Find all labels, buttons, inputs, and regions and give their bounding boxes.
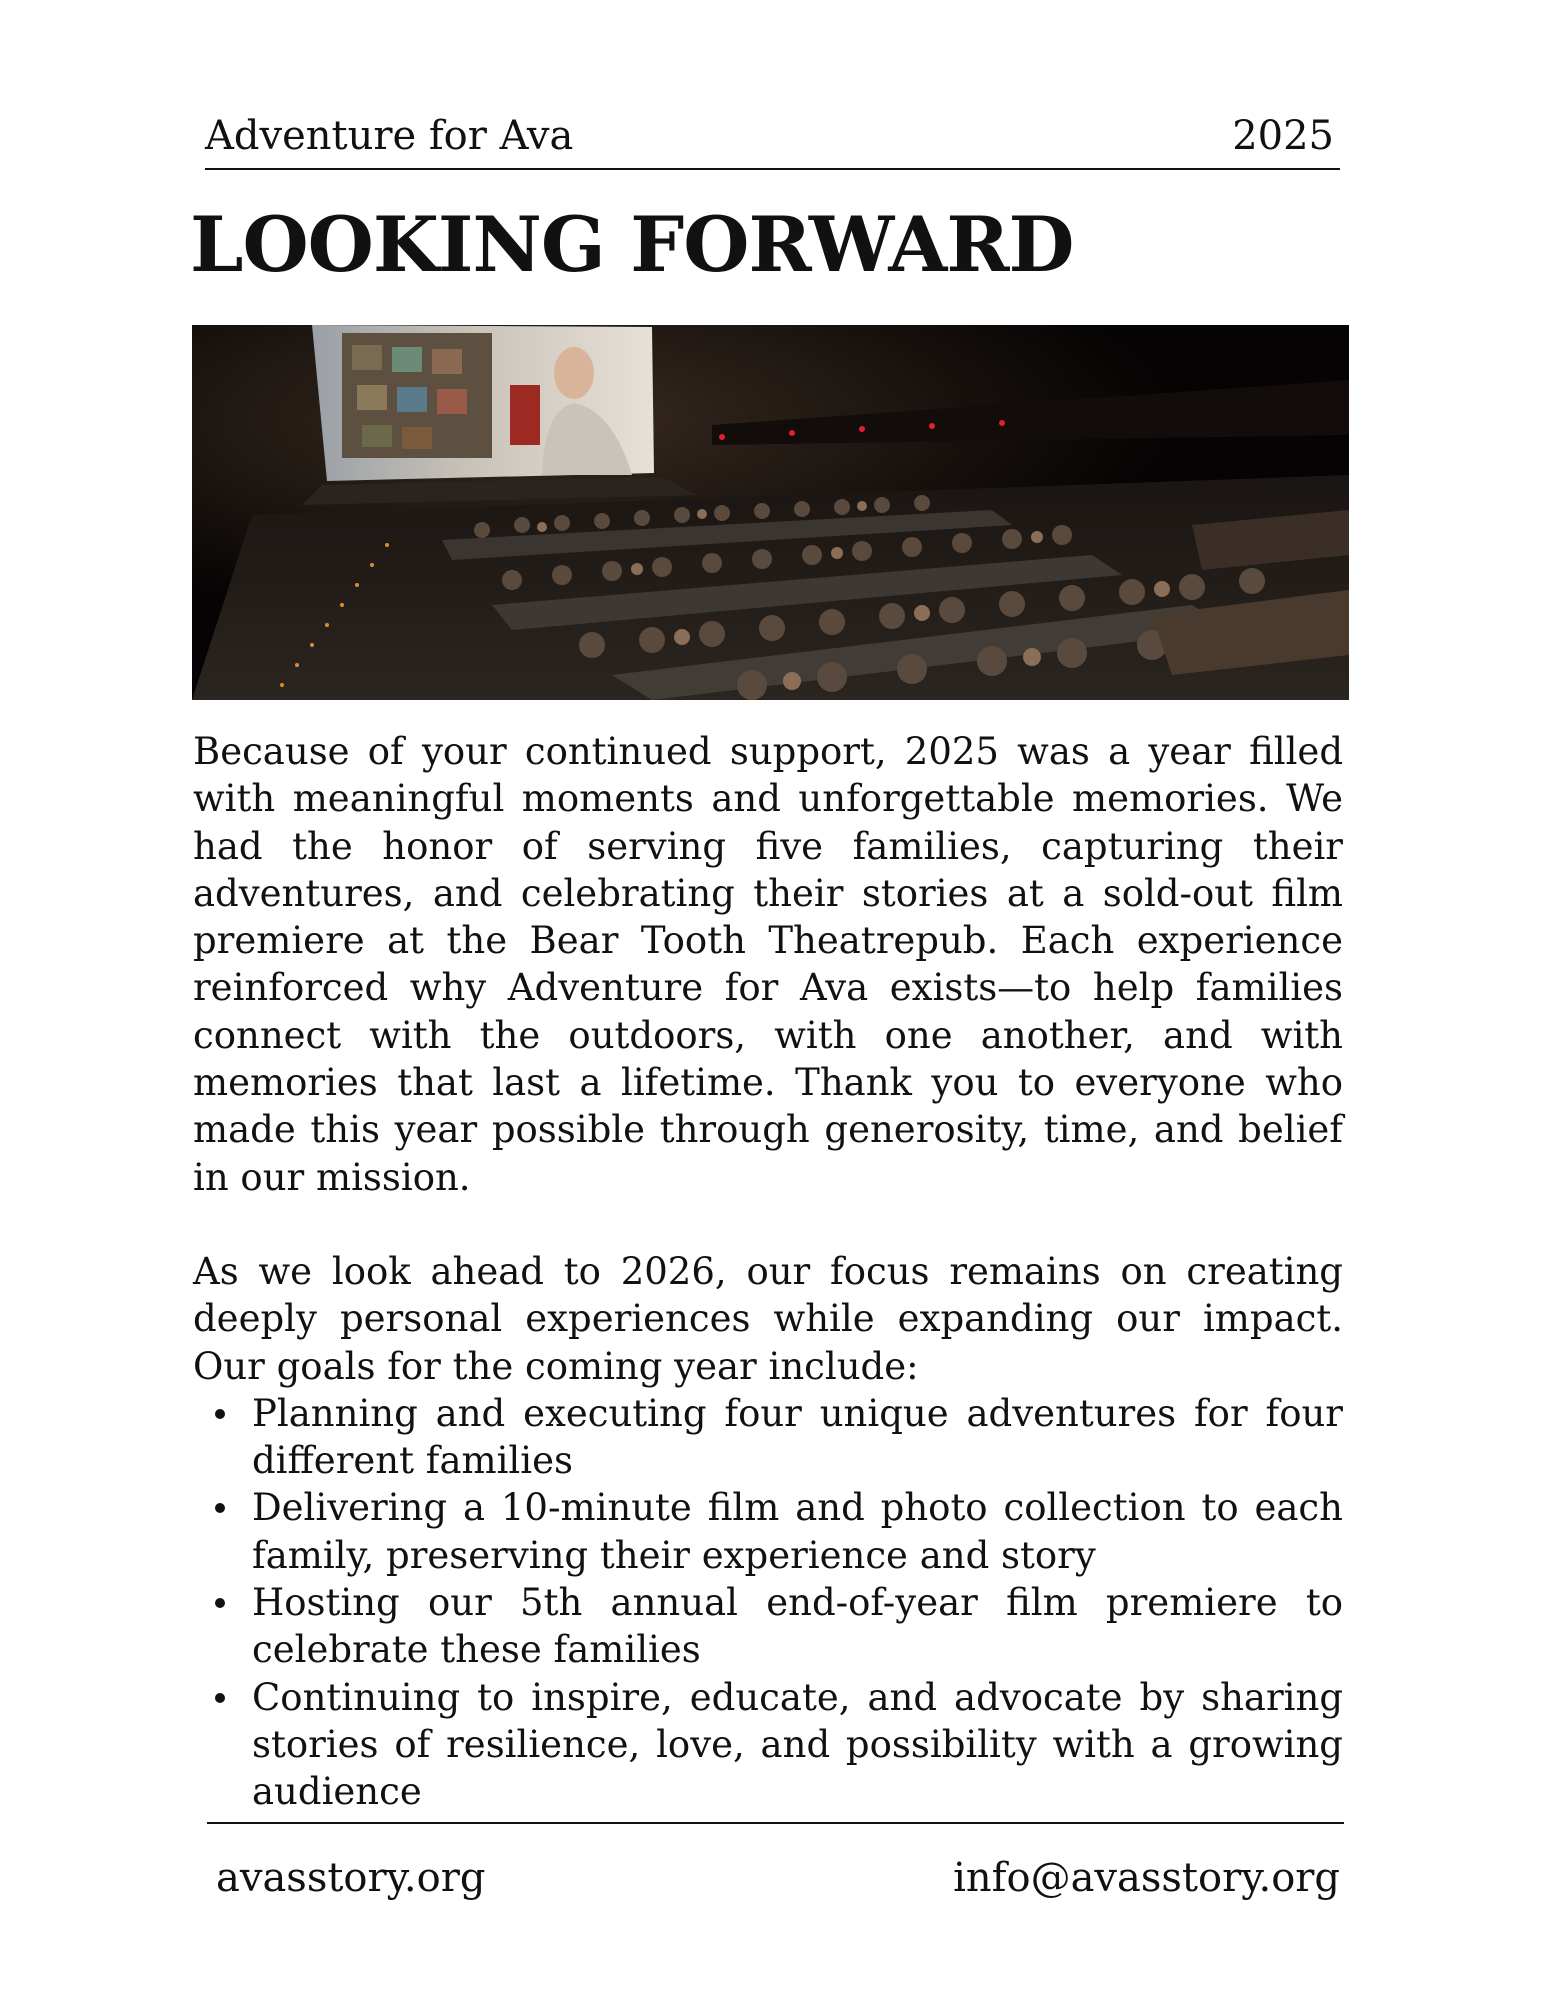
footer-email-link[interactable]: info@avasstory.org (953, 1855, 1340, 1901)
body-content (193, 728, 1343, 1816)
goal-text: Hosting our 5th annual end-of-year film premiere to celebrate these families (252, 1581, 1343, 1672)
bullet-icon (215, 1693, 225, 1703)
hero-theater-photo (192, 325, 1349, 700)
page-header (205, 112, 1340, 170)
goal-text: Planning and executing four unique adventures for four different families (252, 1391, 1343, 1483)
bullet-icon (215, 1503, 225, 1513)
footer-website-link[interactable]: avasstory.org (216, 1855, 486, 1901)
bullet-icon (215, 1409, 225, 1419)
goal-text: Continuing to inspire, educate, and advocate by sharing stories of resilience, love, and possibility with a growing audience (252, 1675, 1343, 1814)
page-title: LOOKING FORWARD (190, 200, 1074, 289)
goal-item (193, 1390, 1343, 1485)
header-year: 2025 (1232, 113, 1334, 159)
goals-intro: As we look ahead to 2026, our focus remains on creating deeply personal experiences while expanding our impact. Our goals for the coming year include: (193, 1249, 1343, 1388)
header-org-name: Adventure for Ava (205, 113, 574, 159)
goal-item (193, 1674, 1343, 1816)
goal-text: Delivering a 10-minute film and photo collection to each family, preserving their experience and story (252, 1486, 1343, 1577)
bullet-icon (215, 1598, 225, 1608)
goal-item (193, 1579, 1343, 1674)
goal-item (193, 1484, 1343, 1579)
footer-divider (207, 1822, 1344, 1824)
goals-list (193, 1390, 1343, 1816)
intro-paragraph: Because of your continued support, 2025 was a year filled with meaningful moments and unforgettable memories. We had the honor of serving five families, capturing their adventures, and celebrating their stories at a sold-out film premiere at the Bear Tooth Theatrepub. Each experience reinforced why Adventure for Ava exists—to help families connect with the outdoors, with one another, and with memories that last a lifetime. Thank you to everyone who made this year possible through generosity, time, and belief in our mission. (193, 730, 1343, 1199)
